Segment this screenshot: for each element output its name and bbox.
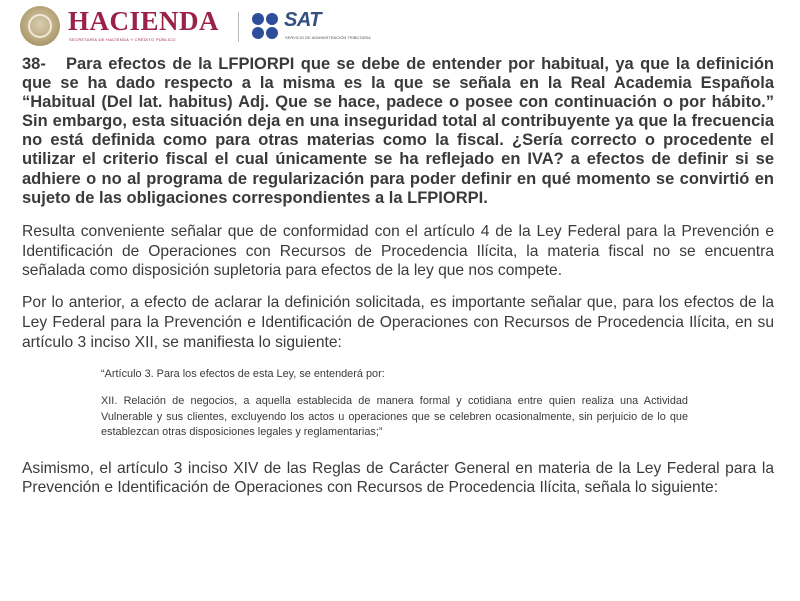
question-text: Para efectos de la LFPIORPI que se debe de entender por habitual, ya que la definición que se ha dado respecto a la misma es la que se señala en la Real Academia Española “Habitual (Del lat. habitus) Adj. Que se hace, padece o posee con continuación o por hábito.” Sin embargo, esta situación deja en una inseguridad total al contribuyente ya que la frecuencia no está definida como para otras materias como la fiscal. ¿Sería correcto o procedente el utilizar el criterio fiscal el cual únicamente se ha reflejado en IVA? a efectos de definir si se adhiere o no al programa de regularización para poder definir en qué momento se convirtió en sujeto de las obligaciones correspondientes a la LFPIORPI. [22, 55, 774, 207]
quote-body: XII. Relación de negocios, a aquella establecida de manera formal y cotidiana entre quien realiza una Actividad Vulnerable y sus clientes, excluyendo los actos u operaciones que se celebren ocasionalmente, sin perjuicio de lo que establezcan otras disposiciones legales y reglamentarias;” [101, 395, 688, 439]
header-divider [238, 12, 239, 42]
question-paragraph [22, 55, 774, 208]
sat-logo-text: SAT [284, 9, 322, 31]
answer-paragraph-1: Resulta conveniente señalar que de conformidad con el artículo 4 de la Ley Federal para la Prevención e Identificación de Operaciones con Recursos de Procedencia Ilícita, la materia fiscal no se encuentra señalada como disposición supletoria para efectos de la ley que nos compete. [22, 222, 774, 280]
mexican-coat-of-arms-icon [20, 6, 60, 46]
sat-subtitle: SERVICIO DE ADMINISTRACIÓN TRIBUTARIA [285, 35, 371, 40]
hacienda-logo-text: HACIENDA [68, 6, 220, 36]
law-quote-block [101, 367, 688, 441]
answer-paragraph-2: Por lo anterior, a efecto de aclarar la definición solicitada, es importante señalar que, para los efectos de la Ley Federal para la Prevención e Identificación de Operaciones con Recursos de Procedencia Ilícita, en su artículo 3 inciso XII, se manifiesta lo siguiente: [22, 294, 774, 351]
hacienda-subtitle: SECRETARÍA DE HACIENDA Y CRÉDITO PÚBLICO [69, 37, 176, 42]
page-header [0, 0, 800, 50]
sat-dots-logo-icon [252, 13, 282, 39]
answer-paragraph-3: Asimismo, el artículo 3 inciso XIV de las Reglas de Carácter General en materia de la Ley Federal para la Prevención e Identificación de Operaciones con Recursos de Procedencia Ilícita, señala lo siguiente: [22, 459, 774, 497]
quote-intro: “Artículo 3. Para los efectos de esta Ley, se entenderá por: [101, 367, 385, 380]
question-number: 38- [22, 55, 46, 73]
document-body [22, 55, 774, 510]
